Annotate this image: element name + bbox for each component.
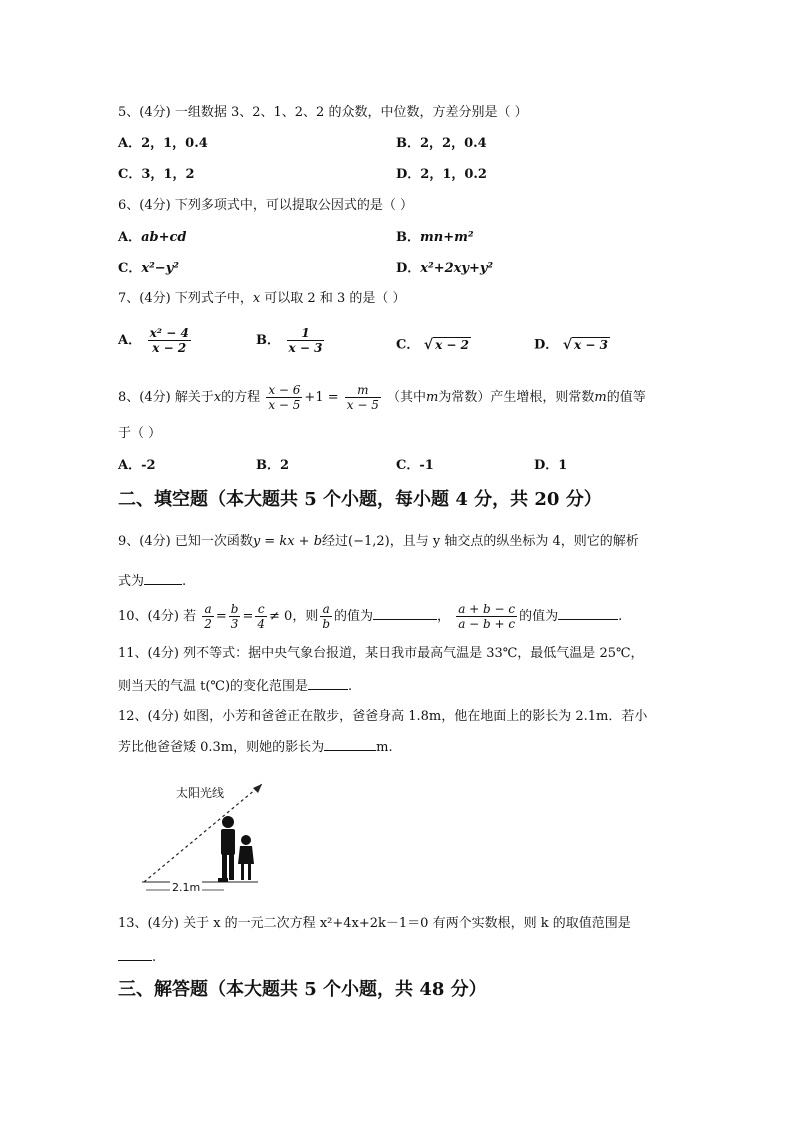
- q7-b-fraction: $\frac{1}{x - 3}$: [288, 326, 323, 355]
- q5-option-c: C．3，1，2: [118, 167, 195, 182]
- q5-option-d: D．2，1，0.2: [396, 167, 487, 182]
- q7-option-b: B． $\frac{1}{x - 3}$: [256, 326, 323, 355]
- question-11-line1: 11、(4分) 列不等式：据中央气象台报道，某日我市最高气温是 33℃，最低气温是 25℃，: [118, 646, 644, 661]
- shadow-length-label: 2.1m: [172, 881, 201, 894]
- q7-d-sqrt: √ x − 3: [562, 337, 608, 353]
- question-10-stem: 10、(4分) 若 $\frac{a}{2}$ = $\frac{b}{3}$ = $\frac{c}{4}$ ≠ 0，则 $\frac{a}{b}$ 的值为 ， $\frac{a + b - c}{a - b + c}$ 的值为 .: [118, 602, 623, 631]
- q10-frac-b3: $\frac{b}{3}$: [230, 602, 239, 631]
- answer-blank[interactable]: [118, 948, 152, 961]
- answer-blank[interactable]: [144, 572, 182, 585]
- q7-option-c: C． √ x − 2: [396, 337, 470, 353]
- question-13-line2: .: [118, 948, 156, 967]
- q10-frac-ab: $\frac{a}{b}$: [322, 602, 331, 631]
- q7-option-d: D． √ x − 3: [534, 337, 608, 353]
- q10-frac-c4: $\frac{c}{4}$: [257, 602, 266, 631]
- sun-ray-line: [144, 784, 262, 882]
- question-9-line2: 式为 .: [118, 574, 187, 589]
- figure-drawing: [140, 780, 270, 895]
- father-icon: [218, 816, 235, 882]
- q8-fraction-left: $\frac{x - 6}{x - 5}$: [268, 383, 301, 412]
- sunlight-label: 太阳光线: [176, 786, 225, 800]
- q6-option-d: D．x²+2xy+y²: [396, 261, 494, 276]
- question-13-line1: 13、(4分) 关于 x 的一元二次方程 x²+4x+2k－1＝0 有两个实数根，则 k 的取值范围是: [118, 916, 631, 931]
- question-6-stem: 6、(4分) 下列多项式中，可以提取公因式的是（ ）: [118, 198, 413, 213]
- answer-blank[interactable]: [373, 607, 437, 620]
- q6-option-b: B．mn+m²: [396, 230, 474, 245]
- q6-option-c: C．x²−y²: [118, 261, 179, 276]
- q7-option-a: A． $\frac{\text{x² − 4}}{x - 2}$: [118, 326, 189, 355]
- answer-blank[interactable]: [324, 738, 376, 751]
- q7-c-sqrt: √ x − 2: [423, 337, 470, 353]
- daughter-icon: [238, 835, 254, 880]
- q8-option-a: A．-2: [118, 458, 156, 473]
- question-7-stem: 7、(4分) 下列式子中，x 可以取 2 和 3 的是（ ）: [118, 291, 406, 306]
- q10-frac-big: $\frac{a + b - c}{a - b + c}$: [458, 602, 516, 631]
- q10-frac-a2: $\frac{a}{2}$: [204, 602, 212, 631]
- q7-a-fraction: $\frac{\text{x² − 4}}{x - 2}$: [149, 326, 189, 355]
- q8-option-d: D．1: [534, 458, 568, 473]
- question-5-stem: 5、(4分) 一组数据 3、2、1、2、2 的众数，中位数，方差分别是（ ）: [118, 105, 528, 120]
- section-2-heading: 二、填空题（本大题共 5 个小题，每小题 4 分，共 20 分）: [118, 489, 602, 510]
- q5-option-a: A．2，1，0.4: [118, 136, 208, 151]
- question-11-line2: 则当天的气温 t(℃)的变化范围是 .: [118, 679, 353, 694]
- question-9-line1: 9、(4分) 已知一次函数y = kx + b经过(−1,2)，且与 y 轴交点的纵坐标为 4，则它的解析: [118, 534, 639, 549]
- answer-blank[interactable]: [558, 607, 618, 620]
- q6-option-a: A．ab+cd: [118, 230, 187, 245]
- question-8-stem: 8、(4分) 解关于x的方程 $\frac{x - 6}{x - 5}$ +1 = $\frac{m}{x - 5}$ （其中m为常数）产生增根，则常数m的值等: [118, 383, 646, 412]
- section-3-heading: 三、解答题（本大题共 5 个小题，共 48 分）: [118, 979, 487, 1000]
- q8-fraction-right: $\frac{m}{x - 5}$: [346, 383, 379, 412]
- q8-option-b: B．2: [256, 458, 290, 473]
- q5-option-b: B．2，2，0.4: [396, 136, 487, 151]
- question-12-line2: 芳比他爸爸矮 0.3m，则她的影长为 m.: [118, 740, 393, 755]
- question-12-line1: 12、(4分) 如图，小芳和爸爸正在散步，爸爸身高 1.8m，他在地面上的影长为 2.1m．若小: [118, 709, 648, 724]
- arrow-icon: [253, 784, 262, 793]
- shadow-figure: [140, 780, 270, 895]
- q8-option-c: C．-1: [396, 458, 434, 473]
- answer-blank[interactable]: [308, 677, 348, 690]
- question-8-stem-line2: 于（ ）: [118, 426, 162, 441]
